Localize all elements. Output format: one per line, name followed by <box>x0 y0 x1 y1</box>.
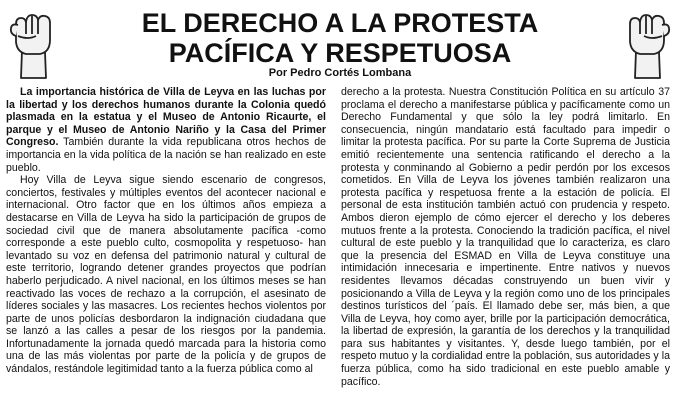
left-column <box>6 86 326 376</box>
right-column-text: derecho a la protesta. Nuestra Constitución Política en su artículo 37 proclama el derecho a manifestarse pública y pacíficamente como un Derecho Fundamental y que sólo la ley podrá limitarlo. En consecuencia, ningún mandatario está facultado para impedir o limitar la protesta pacífica. Por su parte la Corte Suprema de Justicia emitió recientemente una sentencia ratificando el derecho a la protesta y conminando al Gobierno a pedir perdón por los excesos cometidos. En Villa de Leyva los jóvenes también realizaron una protesta pacífica y respetuosa frente a la estación de policía. El personal de esta institución también actuó con prudencia y respeto. Ambos dieron ejemplo de cómo ejercer el derecho y los deberes mutuos frente a la protesta. Conociendo la tradición pacífica, el nivel cultural de este pueblo y la tranquilidad que lo caracteriza, es claro que la presencia del ESMAD en Villa de Leyva constituye una intimidación innecesaria e impertinente. Entre nativos y nuevos residentes llevamos décadas construyendo un buen vivir y posicionando a Villa de Leyva y la región como uno de los principales destinos turísticos del ´país. El llamado debe ser, más bien, a que Villa de Leyva, hoy como ayer, brille por la participación democrática, la libertad de expresión, la garantía de los derechos y la tranquilidad para sus habitantes y visitantes. Y, desde luego también, por el respeto mutuo y la cordialidad entre la población, sus autoridades y la fuerza pública, como ha sido tradicional en este pueblo amable y pacífico. <box>341 86 670 388</box>
byline: Por Pedro Cortés Lombana <box>268 67 412 79</box>
lead-bold-text: La importancia histórica de Villa de Leyva en las luchas por la libertad y los derechos humanos durante la Colonia quedó plasmada en la estatua y el Museo de Antonio Ricaurte, el parque y el Museo de Antonio Nariño y la Casa del Primer Congreso. <box>6 86 326 149</box>
lead-rest-text: También durante la vida republicana otros hechos de importancia en la vida política de la nación se han realizado en este pueblo. <box>6 136 326 174</box>
right-column <box>341 86 670 388</box>
paragraph-2: Hoy Villa de Leyva sigue siendo escenario de congresos, conciertos, festivales y múltiples eventos del acontecer nacional e internacional. Otro factor que en los últimos años empieza a destacarse en Villa de Leyva ha sido la participación de grupos de sociedad civil que de manera absolutamente pacífica -como corresponde a este pueblo culto, cosmopolita y respetuoso- han levantado su voz en defensa del patrimonio natural y cultural de este territorio, logrando detener grandes proyectos que podrían haberlo perjudicado. A nivel nacional, en los últimos meses se han reactivado las voces de rechazo a la corrupción, el asesinato de líderes sociales y las masacres. Los recientes hechos violentos por parte de unos policías desbordaron la indignación ciudadana que se lanzó a las calles a pesar de los riesgos por la pandemia. Infortunadamente la jornada quedó marcada para la historia como una de las más violentas por parte de la policía y de grupos de vándalos, restándole legitimidad tanto a la fuerza pública como al <box>6 174 326 376</box>
title-line-1: EL DERECHO A LA PROTESTA <box>141 8 539 38</box>
article-title <box>0 8 680 68</box>
title-line-2: PACÍFICA Y RESPETUOSA <box>168 38 512 68</box>
lead-paragraph <box>6 86 326 174</box>
